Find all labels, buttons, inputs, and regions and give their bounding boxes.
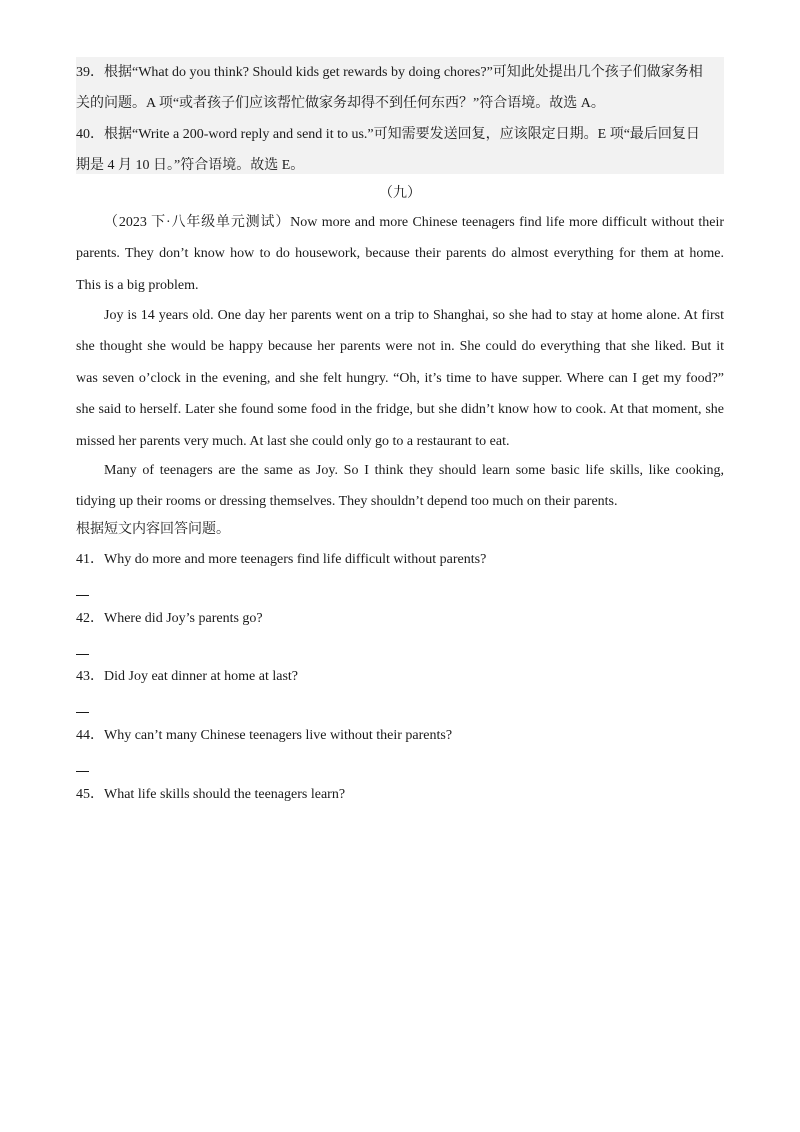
section-title: （九） [379, 186, 421, 201]
passage-paragraph-2 [76, 300, 724, 457]
answer-blank-41[interactable] [76, 595, 89, 596]
question-45: 45．What life skills should the teenagers learn? [76, 787, 346, 802]
passage-line: This is a big problem. [76, 277, 199, 293]
answer-blank-42[interactable] [76, 654, 89, 655]
passage-line: Many of teenagers are the same as Joy. So I think they should learn some basic life skills, like cooking, [104, 463, 724, 478]
passage-line: missed her parents very much. At last she could only go to a restaurant to eat. [76, 433, 510, 449]
instruction: 根据短文内容回答问题。 [76, 522, 230, 537]
answer-40-line-2: 期是 4 月 10 日。”符合语境。故选 E。 [76, 158, 305, 173]
passage-line: was seven o’clock in the evening, and she felt hungry. “Oh, it’s time to have supper. Where can I get my food?” [76, 370, 724, 386]
answer-39-line-1: 39．根据“What do you think? Should kids get rewards by doing chores?”可知此处提出几个孩子们做家务相 [76, 65, 703, 80]
passage-line: she said to herself. Later she found some food in the fridge, but she didn’t know how to cook. At that moment, she [76, 402, 724, 418]
question-44: 44．Why can’t many Chinese teenagers live without their parents? [76, 728, 453, 743]
answer-40-line-1: 40．根据“Write a 200-word reply and send it to us.”可知需要发送回复，应该限定日期。E 项“最后回复日 [76, 127, 700, 142]
passage-paragraph-1 [76, 207, 724, 301]
passage-line: Joy is 14 years old. One day her parents went on a trip to Shanghai, so she had to stay at home alone. At first [104, 308, 724, 323]
passage-paragraph-3 [76, 455, 724, 518]
question-43: 43．Did Joy eat dinner at home at last? [76, 669, 298, 684]
passage-line: tidying up their rooms or dressing themselves. They shouldn’t depend too much on their parents. [76, 494, 618, 510]
passage-line: parents. They don’t know how to do housework, because their parents do almost everything for them at home. [76, 246, 724, 262]
question-41: 41．Why do more and more teenagers find life difficult without parents? [76, 552, 487, 567]
passage-line: （2023 下·八年级单元测试）Now more and more Chinese teenagers find life more difficult without their [104, 215, 724, 230]
question-42: 42．Where did Joy’s parents go? [76, 611, 263, 626]
answer-39-line-2: 关的问题。A 项“或者孩子们应该帮忙做家务却得不到任何东西？”符合语境。故选 A。 [76, 96, 605, 111]
answer-blank-43[interactable] [76, 712, 89, 713]
answer-blank-44[interactable] [76, 771, 89, 772]
passage-line: she thought she would be happy because her parents were not in. She could do everything that she liked. But it [76, 339, 724, 355]
